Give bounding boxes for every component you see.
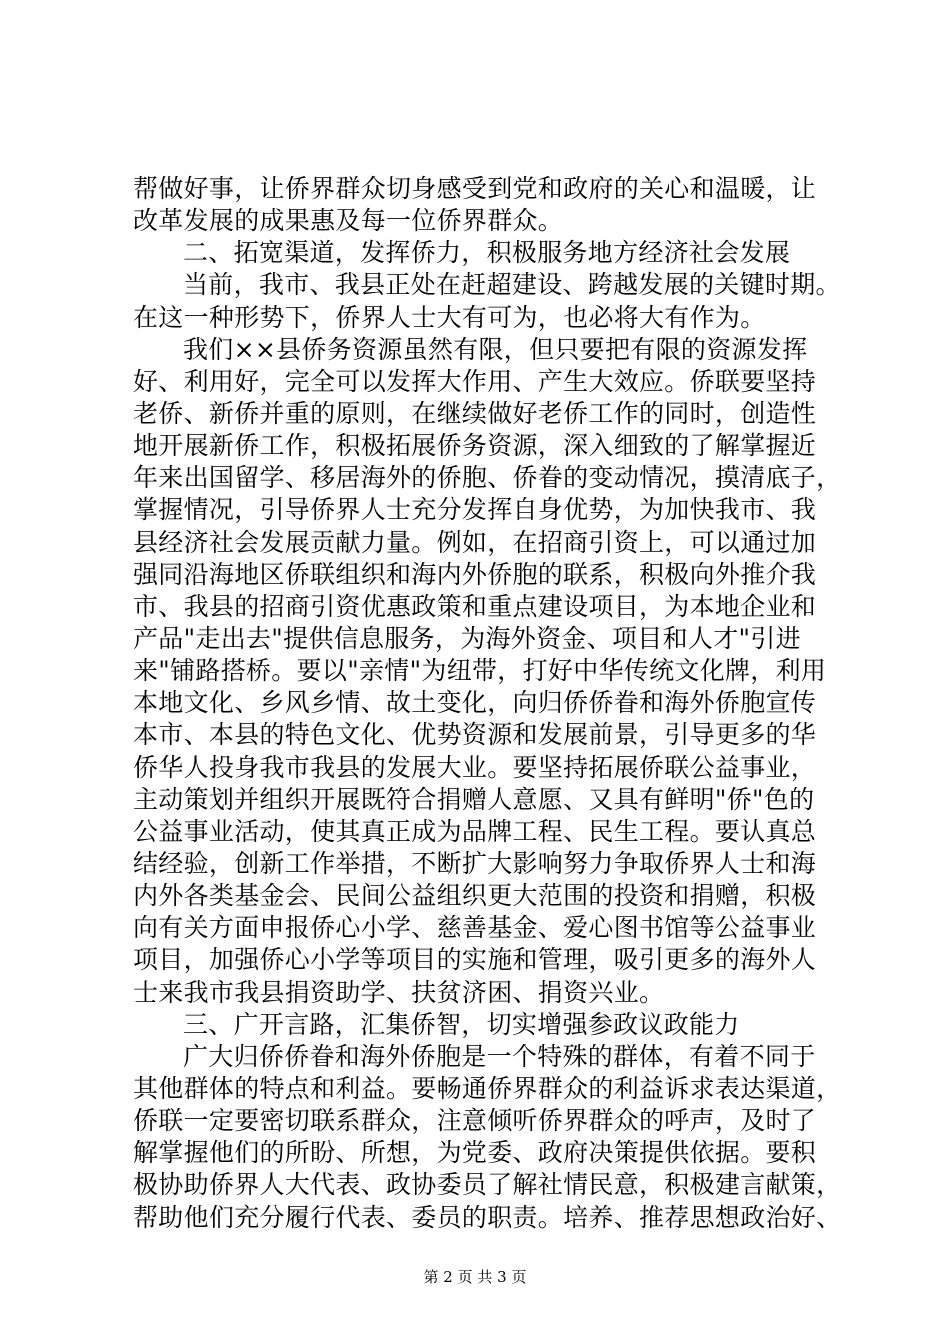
text-line: 帮做好事，让侨界群众切身感受到党和政府的关心和温暖，让 — [133, 174, 817, 203]
text-line: 掌握情况，引导侨界人士充分发挥自身优势，为加快我市、我 — [133, 495, 817, 525]
text-line: 极协助侨界人大代表、政协委员了解社情民意，积极建言献策， — [133, 1170, 842, 1200]
text-line: 好、利用好，完全可以发挥大作用、产生大效应。侨联要坚持 — [133, 366, 817, 396]
text-line: 地开展新侨工作，积极拓展侨务资源，深入细致的了解掌握近 — [133, 431, 817, 461]
page-number-label: 第 2 页 共 3 页 — [423, 1268, 527, 1286]
text-line: 本市、本县的特色文化、优势资源和发展前景，引导更多的华 — [133, 720, 817, 750]
text-line: 解掌握他们的所盼、所想，为党委、政府决策提供依据。要积 — [133, 1138, 817, 1168]
paragraph-start-line: 二、拓宽渠道，发挥侨力，积极服务地方经济社会发展 — [183, 238, 791, 268]
document-body — [133, 173, 853, 1234]
page-footer — [0, 1267, 950, 1287]
text-line: 帮助他们充分履行代表、委员的职责。培养、推荐思想政治好、 — [133, 1202, 842, 1232]
text-line: 强同沿海地区侨联组织和海内外侨胞的联系，积极向外推介我 — [133, 559, 817, 589]
text-line: 主动策划并组织开展既符合捐赠人意愿、又具有鲜明"侨"色的 — [133, 784, 815, 814]
text-line: 在这一种形势下，侨界人士大有可为，也必将大有作为。 — [133, 302, 766, 332]
text-line: 改革发展的成果惠及每一位侨界群众。 — [133, 206, 564, 236]
text-line: 年来出国留学、移居海外的侨胞、侨眷的变动情况，摸清底子， — [133, 463, 842, 493]
text-line: 内外各类基金会、民间公益组织更大范围的投资和捐赠，积极 — [133, 881, 817, 911]
text-line: 结经验，创新工作举措，不断扩大影响努力争取侨界人士和海 — [133, 848, 817, 878]
text-line: 产品"走出去"提供信息服务，为海外资金、项目和人才"引进 — [133, 623, 801, 653]
text-line: 老侨、新侨并重的原则，在继续做好老侨工作的同时，创造性 — [133, 398, 817, 428]
text-line: 公益事业活动，使其真正成为品牌工程、民生工程。要认真总 — [133, 816, 817, 846]
text-line: 来"铺路搭桥。要以"亲情"为纽带，打好中华传统文化牌，利用 — [133, 656, 827, 686]
text-line: 本地文化、乡风乡情、故土变化，向归侨侨眷和海外侨胞宣传 — [133, 688, 817, 718]
paragraph-start-line: 广大归侨侨眷和海外侨胞是一个特殊的群体，有着不同于 — [183, 1041, 816, 1071]
text-line: 其他群体的特点和利益。要畅通侨界群众的利益诉求表达渠道， — [133, 1073, 842, 1103]
text-line: 项目，加强侨心小学等项目的实施和管理，吸引更多的海外人 — [133, 945, 817, 975]
text-line: 士来我市我县捐资助学、扶贫济困、捐资兴业。 — [133, 977, 665, 1007]
paragraph-start-line: 我们××县侨务资源虽然有限，但只要把有限的资源发挥 — [183, 334, 808, 364]
text-line: 侨华人投身我市我县的发展大业。要坚持拓展侨联公益事业， — [133, 752, 817, 782]
text-line: 市、我县的招商引资优惠政策和重点建设项目，为本地企业和 — [133, 591, 817, 621]
text-line: 侨联一定要密切联系群众，注意倾听侨界群众的呼声，及时了 — [133, 1106, 817, 1136]
text-line: 向有关方面申报侨心小学、慈善基金、爱心图书馆等公益事业 — [133, 913, 817, 943]
text-line: 县经济社会发展贡献力量。例如，在招商引资上，可以通过加 — [133, 527, 817, 557]
paragraph-start-line: 当前，我市、我县正处在赶超建设、跨越发展的关键时期。 — [183, 270, 841, 300]
paragraph-start-line: 三、广开言路，汇集侨智，切实增强参政议政能力 — [183, 1009, 740, 1039]
